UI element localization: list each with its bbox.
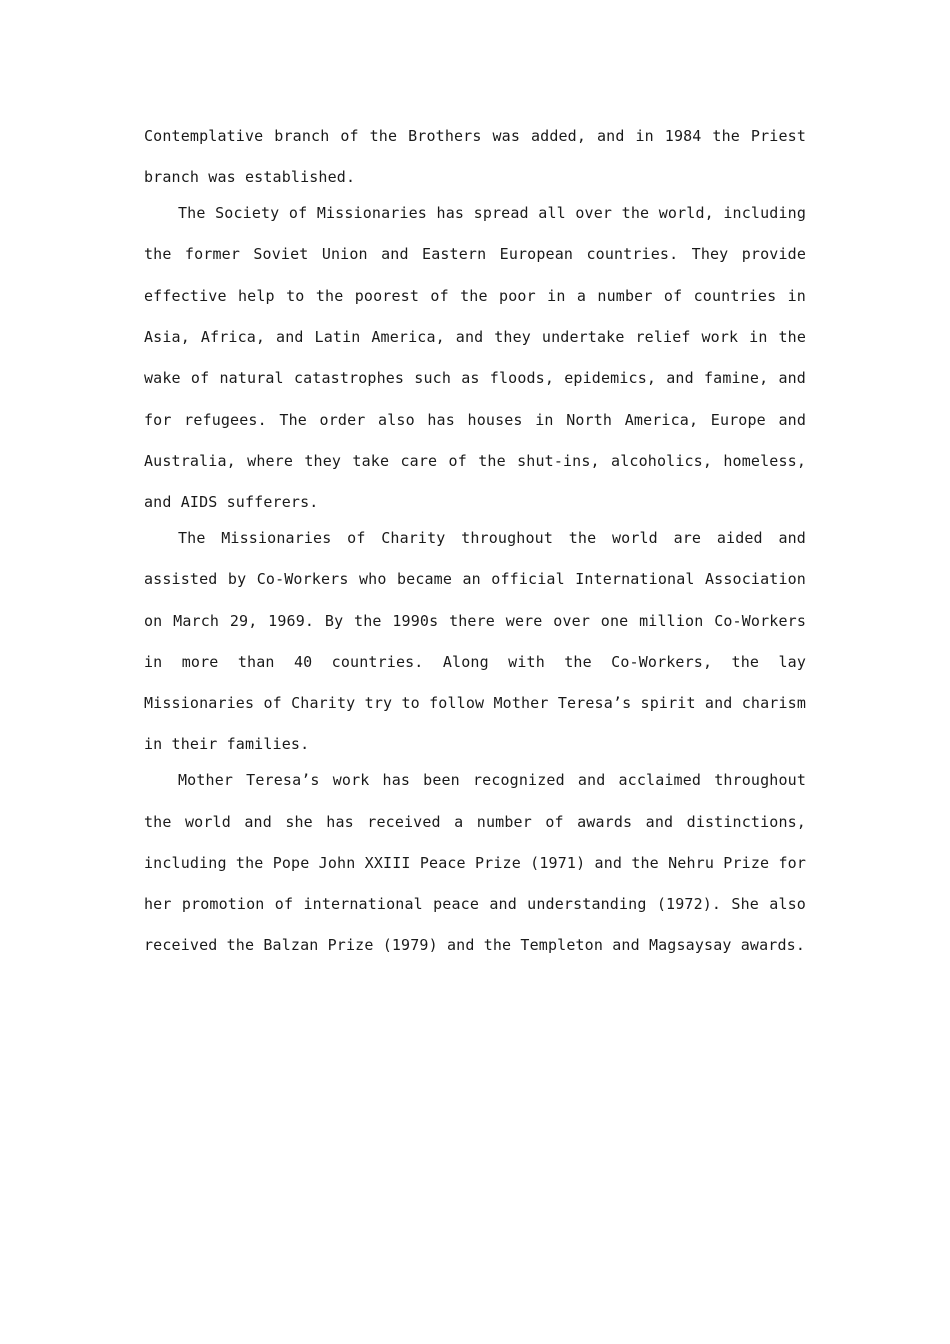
paragraph-society-spread: The Society of Missionaries has spread all over the world, including the former Soviet Union and Eastern European countries. They provide effective help to the poorest of the poor in a number of countries in Asia, Africa, and Latin America, and they undertake relief work in the wake of natural catastrophes such as floods, epidemics, and famine, and for refugees. The order also has houses in North America, Europe and Australia, where they take care of the shut-ins, alcoholics, homeless, and AIDS sufferers.	[144, 204, 806, 512]
paragraph-co-workers: The Missionaries of Charity throughout the world are aided and assisted by Co-Workers who became an official International Association on March 29, 1969. By the 1990s there were over one million Co-Workers in more than 40 countries. Along with the Co-Workers, the lay Missionaries of Charity try to follow Mother Teresa’s spirit and charism in their families.	[144, 528, 806, 754]
paragraph-awards: Mother Teresa’s work has been recognized and acclaimed throughout the world and she has received a number of awards and distinctions, including the Pope John XXIII Peace Prize (1971) and the Nehru Prize for her promotion of international peace and understanding (1972). She also received the Balzan Prize (1979) and the Templeton and Magsaysay awards.	[144, 771, 806, 955]
paragraph-brothers-branch: Contemplative branch of the Brothers was added, and in 1984 the Priest branch was established.	[144, 127, 806, 187]
body-text	[144, 116, 806, 967]
